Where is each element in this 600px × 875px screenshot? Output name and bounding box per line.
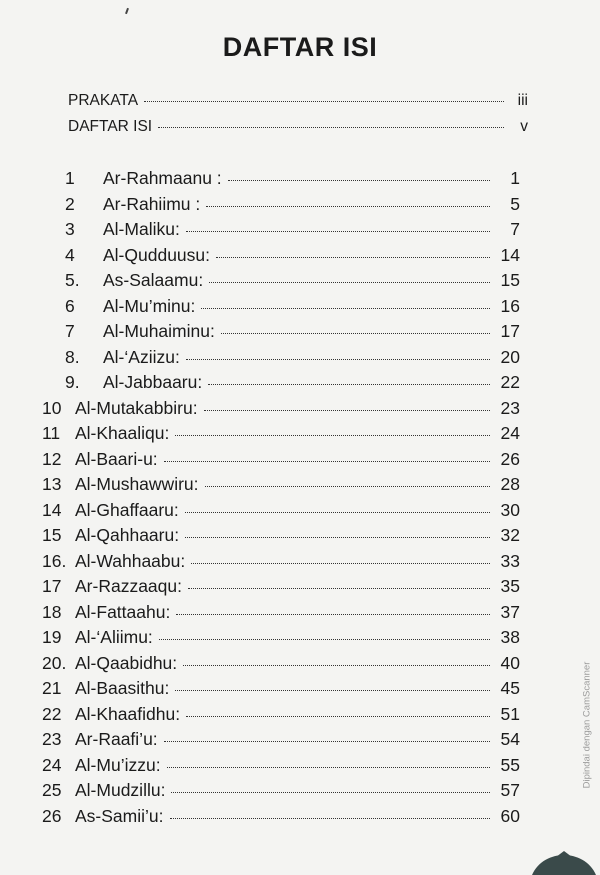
dot-leader — [206, 206, 490, 207]
toc-row[interactable] — [42, 423, 520, 449]
toc-page-number: 55 — [500, 754, 520, 775]
dot-leader — [171, 792, 490, 793]
toc-name: Ar-Razzaaqu: — [75, 576, 182, 596]
toc-name: Al-Ghaffaaru: — [75, 499, 179, 520]
toc-row[interactable] — [42, 780, 520, 806]
toc-page-number: 7 — [510, 219, 520, 239]
toc-name: Ar-Rahmaanu : — [103, 168, 222, 188]
toc-page-number: 38 — [500, 627, 520, 647]
dot-leader — [158, 127, 504, 128]
dot-leader — [216, 257, 490, 258]
toc-row[interactable] — [42, 653, 520, 679]
toc-name: Al-Mushawwiru: — [75, 474, 199, 494]
toc-row[interactable] — [42, 627, 520, 653]
dot-leader — [186, 716, 490, 717]
toc-list — [42, 168, 520, 831]
dot-leader — [208, 384, 490, 385]
toc-page-number: 57 — [500, 780, 520, 800]
toc-number: 18 — [42, 601, 62, 622]
toc-row[interactable] — [42, 500, 520, 526]
toc-page-number: 37 — [500, 601, 520, 622]
toc-number: 9. — [65, 372, 80, 392]
toc-name: Al-Qaabidhu: — [75, 652, 178, 673]
toc-row[interactable] — [42, 525, 520, 551]
dot-leader — [191, 563, 490, 564]
toc-name: Al-‘Aliimu: — [75, 627, 153, 647]
toc-row[interactable] — [42, 245, 520, 271]
toc-name: Al-‘Aziizu: — [103, 346, 180, 367]
scanner-watermark — [578, 590, 596, 860]
toc-number: 21 — [42, 678, 62, 698]
toc-number: 17 — [42, 576, 62, 596]
scanner-corner-icon — [528, 849, 600, 875]
toc-number: 11 — [42, 423, 61, 443]
dot-leader — [228, 180, 490, 181]
toc-row[interactable] — [42, 576, 520, 602]
toc-name: Al-Baasithu: — [75, 678, 170, 698]
toc-name: As-Samii’u: — [75, 805, 164, 826]
front-matter-row-prakata[interactable] — [68, 92, 528, 116]
toc-name: Al-Maliku: — [103, 219, 180, 239]
dot-leader — [204, 410, 490, 411]
toc-row[interactable] — [42, 398, 520, 424]
dot-leader — [188, 588, 490, 589]
toc-name: Al-Mutakabbiru: — [75, 397, 198, 418]
toc-page-number: 45 — [500, 678, 520, 698]
toc-page-number: 54 — [500, 729, 520, 749]
toc-row[interactable] — [42, 270, 520, 296]
toc-page-number: 20 — [500, 346, 520, 367]
toc-name: Ar-Rahiimu : — [103, 193, 201, 214]
watermark-text: Dipindai dengan CamScanner — [581, 661, 593, 789]
toc-number: 12 — [42, 448, 62, 469]
dot-leader — [175, 690, 490, 691]
toc-number: 23 — [42, 729, 62, 749]
toc-row[interactable] — [42, 296, 520, 322]
toc-page-number: 33 — [500, 550, 520, 571]
dot-leader — [159, 639, 490, 640]
toc-number: 13 — [42, 474, 62, 494]
toc-page-number: 28 — [500, 474, 520, 494]
toc-row[interactable] — [42, 551, 520, 577]
toc-page-number: 32 — [500, 525, 520, 545]
front-matter-page: v — [520, 118, 528, 135]
toc-name: Al-Wahhaabu: — [75, 550, 186, 571]
toc-number: 24 — [42, 754, 62, 775]
toc-page-number: 22 — [500, 372, 520, 392]
toc-number: 7 — [65, 321, 75, 341]
dot-leader — [186, 359, 490, 360]
toc-row[interactable] — [42, 449, 520, 475]
toc-page-number: 26 — [500, 448, 520, 469]
dot-leader — [167, 767, 490, 768]
toc-row[interactable] — [42, 678, 520, 704]
toc-name: Al-Baari-u: — [75, 448, 158, 469]
toc-page-number: 30 — [500, 499, 520, 520]
toc-row[interactable] — [42, 321, 520, 347]
toc-row[interactable] — [42, 168, 520, 194]
toc-number: 5. — [65, 270, 80, 290]
toc-number: 14 — [42, 499, 62, 520]
toc-page-number: 24 — [500, 423, 520, 443]
toc-row[interactable] — [42, 219, 520, 245]
front-matter-row-daftar-isi[interactable] — [68, 118, 528, 142]
toc-name: Al-Fattaahu: — [75, 601, 171, 622]
dot-leader — [185, 512, 490, 513]
toc-number: 2 — [65, 193, 75, 214]
toc-page-number: 15 — [500, 270, 520, 290]
toc-page-number: 23 — [500, 397, 520, 418]
toc-row[interactable] — [42, 806, 520, 832]
toc-row[interactable] — [42, 347, 520, 373]
toc-name: Al-Mudzillu: — [75, 780, 166, 800]
toc-row[interactable] — [42, 729, 520, 755]
toc-number: 10 — [42, 397, 62, 418]
toc-name: Al-Khaaliqu: — [75, 423, 170, 443]
dot-leader — [144, 101, 504, 102]
toc-page-number: 35 — [500, 576, 520, 596]
ink-speck — [125, 8, 129, 14]
dot-leader — [186, 231, 490, 232]
toc-number: 4 — [65, 244, 75, 265]
toc-name: Al-Qudduusu: — [103, 244, 211, 265]
toc-page-number: 14 — [500, 244, 520, 265]
toc-number: 22 — [42, 703, 62, 724]
dot-leader — [164, 741, 490, 742]
front-matter-label: DAFTAR ISI — [68, 118, 153, 135]
toc-number: 15 — [42, 525, 62, 545]
toc-page-number: 16 — [500, 295, 520, 316]
toc-page-number: 1 — [510, 168, 520, 188]
toc-page-number: 60 — [500, 805, 520, 826]
page-title: DAFTAR ISI — [222, 32, 378, 62]
toc-name: Al-Muhaiminu: — [103, 321, 215, 341]
toc-number: 20. — [42, 652, 67, 673]
toc-row[interactable] — [42, 755, 520, 781]
toc-page-number: 51 — [500, 703, 520, 724]
dot-leader — [205, 486, 491, 487]
toc-row[interactable] — [42, 704, 520, 730]
toc-number: 8. — [65, 346, 80, 367]
toc-number: 1 — [65, 168, 75, 188]
dot-leader — [185, 537, 490, 538]
toc-number: 26 — [42, 805, 62, 826]
dot-leader — [175, 435, 490, 436]
toc-row[interactable] — [42, 474, 520, 500]
toc-name: Al-Khaafidhu: — [75, 703, 181, 724]
toc-name: Al-Mu’minu: — [103, 295, 196, 316]
dot-leader — [176, 614, 490, 615]
dot-leader — [221, 333, 490, 334]
toc-name: Al-Mu’izzu: — [75, 754, 161, 775]
front-matter-page: iii — [517, 92, 528, 109]
dot-leader — [201, 308, 490, 309]
toc-name: Ar-Raafi’u: — [75, 729, 158, 749]
toc-page-number: 40 — [500, 652, 520, 673]
toc-row[interactable] — [42, 372, 520, 398]
toc-number: 25 — [42, 780, 62, 800]
dot-leader — [164, 461, 490, 462]
toc-number: 3 — [65, 219, 75, 239]
dot-leader — [183, 665, 490, 666]
dot-leader — [209, 282, 490, 283]
toc-number: 16. — [42, 550, 67, 571]
toc-number: 6 — [65, 295, 75, 316]
dot-leader — [170, 818, 491, 819]
front-matter-label: PRAKATA — [68, 92, 139, 109]
toc-row[interactable] — [42, 194, 520, 220]
toc-number: 19 — [42, 627, 62, 647]
toc-page-number: 5 — [510, 193, 520, 214]
toc-name: Al-Jabbaaru: — [103, 372, 203, 392]
toc-name: As-Salaamu: — [103, 270, 204, 290]
toc-name: Al-Qahhaaru: — [75, 525, 180, 545]
toc-row[interactable] — [42, 602, 520, 628]
toc-page-number: 17 — [500, 321, 520, 341]
